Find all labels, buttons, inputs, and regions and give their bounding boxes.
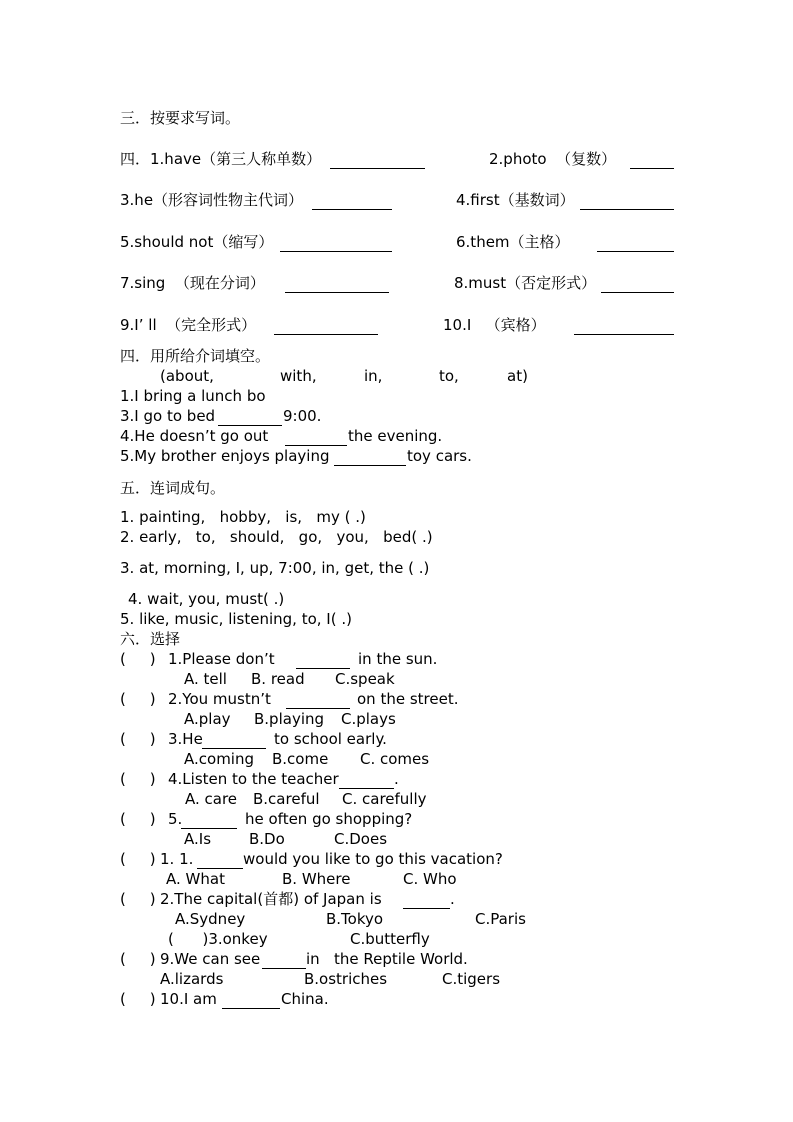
q-i-blank[interactable]: [574, 334, 674, 335]
choice-question-2-end: on the street.: [357, 690, 459, 708]
q-first-blank[interactable]: [580, 209, 674, 210]
choice-option[interactable]: B.ostriches: [304, 970, 388, 988]
answer-paren[interactable]: ( ): [120, 950, 156, 968]
choice-question-7-end: .: [450, 890, 455, 908]
choice-option[interactable]: A.play: [184, 710, 231, 728]
choice-option[interactable]: B.playing: [254, 710, 325, 728]
choice-option[interactable]: B.careful: [253, 790, 320, 808]
choice-question-4-end: .: [394, 770, 399, 788]
prep-question-5-start: 5.My brother enjoys playing: [120, 447, 330, 465]
q-sing-blank[interactable]: [285, 292, 389, 293]
choice-question-9-end: in the Reptile World.: [306, 950, 468, 968]
section-four-title: 四．用所给介词填空。: [120, 347, 271, 365]
q-photo-blank[interactable]: [630, 168, 674, 169]
choice-option[interactable]: A. tell: [184, 670, 227, 688]
choice-question-5-start: 5.: [168, 810, 183, 828]
choice-question-5-end: he often go shopping?: [245, 810, 413, 828]
q-must-blank[interactable]: [601, 292, 674, 293]
answer-paren[interactable]: ( ): [120, 810, 156, 828]
choice-question-1-start: 1.Please don’t: [168, 650, 275, 668]
choice-option[interactable]: B.Do: [249, 830, 285, 848]
choice-option[interactable]: A.lizards: [160, 970, 224, 988]
prep-question-4-start: 4.He doesn’t go out: [120, 427, 269, 445]
choice-question-8: ( )3.onkey: [168, 930, 268, 948]
q-must-label: 8.must（否定形式）: [454, 274, 597, 292]
sentence-question-4: 4. wait, you, must( .): [128, 590, 285, 608]
choice-question-9-blank[interactable]: [262, 968, 306, 969]
q-sing-label: 7.sing （现在分词）: [120, 274, 265, 292]
choice-option[interactable]: C.Does: [334, 830, 388, 848]
choice-option[interactable]: A.coming: [184, 750, 254, 768]
choice-question-6-start: 1. 1.: [160, 850, 194, 868]
choice-question-3-end: to school early.: [274, 730, 387, 748]
prep-question-5-end: toy cars.: [407, 447, 472, 465]
choice-option[interactable]: A. What: [166, 870, 225, 888]
section-five-title: 五．连词成句。: [120, 479, 226, 497]
prep-question-3-start: 3.I go to bed: [120, 407, 216, 425]
q-have-label: 四．1.have（第三人称单数）: [120, 150, 322, 168]
q-them-label: 6.them（主格）: [456, 233, 570, 251]
answer-paren[interactable]: ( ): [120, 890, 156, 908]
choice-question-10-blank[interactable]: [222, 1008, 280, 1009]
choice-option[interactable]: A. care: [185, 790, 238, 808]
choice-option[interactable]: C.speak: [335, 670, 395, 688]
choice-option[interactable]: C. comes: [360, 750, 430, 768]
choice-question-3-start: 3.He: [168, 730, 203, 748]
prep-question-1: 1.I bring a lunch bo: [120, 387, 266, 405]
choice-option[interactable]: C.tigers: [442, 970, 501, 988]
section-six-title: 六．选择: [120, 630, 181, 648]
section-three-title: 三．按要求写词。: [120, 109, 241, 127]
choice-option[interactable]: C.butterfly: [350, 930, 430, 948]
sentence-question-3: 3. at, morning, I, up, 7:00, in, get, the ( .): [120, 559, 430, 577]
choice-option[interactable]: C. carefully: [342, 790, 427, 808]
choice-option[interactable]: A.Sydney: [175, 910, 246, 928]
choice-option[interactable]: B. Where: [282, 870, 351, 888]
q-them-blank[interactable]: [597, 251, 674, 252]
preposition-option: to,: [439, 367, 459, 385]
q-he-blank[interactable]: [312, 209, 392, 210]
preposition-option: with,: [280, 367, 317, 385]
sentence-question-2: 2. early, to, should, go, you, bed( .): [120, 528, 433, 546]
q-i-label: 10.I （宾格）: [443, 316, 546, 334]
sentence-question-5: 5. like, music, listening, to, I( .): [120, 610, 352, 628]
preposition-option: at): [507, 367, 528, 385]
answer-paren[interactable]: ( ): [120, 650, 156, 668]
choice-question-2-start: 2.You mustn’t: [168, 690, 271, 708]
choice-option[interactable]: B.Tokyo: [326, 910, 384, 928]
prep-question-3-end: 9:00.: [283, 407, 322, 425]
prep-question-5-blank[interactable]: [334, 465, 406, 466]
choice-option[interactable]: A.Is: [184, 830, 212, 848]
q-shouldnot-label: 5.should not（缩写）: [120, 233, 274, 251]
q-have-blank[interactable]: [330, 168, 425, 169]
q-ill-blank[interactable]: [274, 334, 378, 335]
prep-question-4-end: the evening.: [348, 427, 443, 445]
choice-option[interactable]: C.plays: [341, 710, 396, 728]
answer-paren[interactable]: ( ): [120, 730, 156, 748]
answer-paren[interactable]: ( ): [120, 990, 156, 1008]
answer-paren[interactable]: ( ): [120, 770, 156, 788]
choice-question-9-start: 9.We can see: [160, 950, 261, 968]
q-ill-label: 9.I’ ll （完全形式）: [120, 316, 257, 334]
choice-option[interactable]: C. Who: [403, 870, 457, 888]
choice-question-7-blank[interactable]: [403, 908, 450, 909]
preposition-option: (about,: [160, 367, 214, 385]
choice-question-6-end: would you like to go this vacation?: [243, 850, 503, 868]
q-shouldnot-blank[interactable]: [280, 251, 392, 252]
choice-question-4-start: 4.Listen to the teacher: [168, 770, 339, 788]
answer-paren[interactable]: ( ): [120, 690, 156, 708]
q-first-label: 4.first（基数词）: [456, 191, 575, 209]
q-photo-label: 2.photo （复数）: [489, 150, 617, 168]
choice-option[interactable]: C.Paris: [475, 910, 526, 928]
answer-paren[interactable]: ( ): [120, 850, 156, 868]
choice-question-7-start: 2.The capital(首都) of Japan is: [160, 890, 382, 908]
choice-question-10-end: China.: [281, 990, 329, 1008]
sentence-question-1: 1. painting, hobby, is, my ( .): [120, 508, 366, 526]
choice-option[interactable]: B. read: [251, 670, 305, 688]
choice-question-10-start: 10.I am: [160, 990, 217, 1008]
preposition-option: in,: [364, 367, 383, 385]
choice-question-1-end: in the sun.: [358, 650, 438, 668]
q-he-label: 3.he（形容词性物主代词）: [120, 191, 304, 209]
choice-option[interactable]: B.come: [272, 750, 329, 768]
